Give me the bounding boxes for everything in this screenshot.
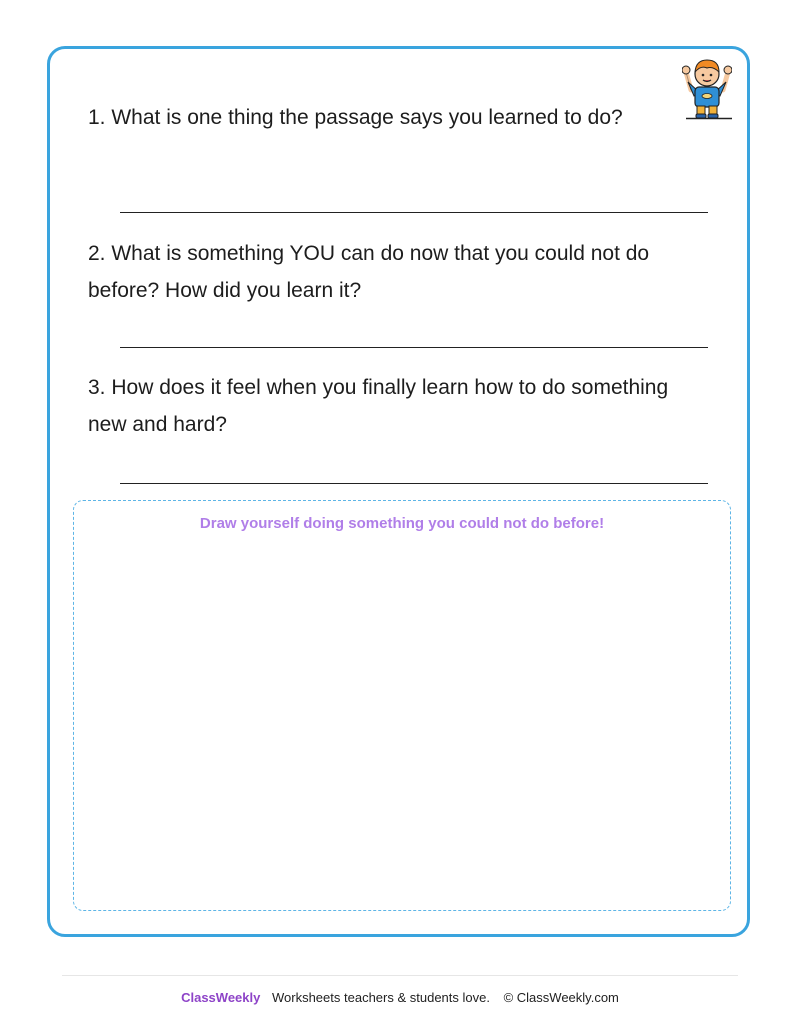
answer-line-3[interactable] — [120, 483, 708, 484]
footer — [0, 990, 800, 1005]
question-1: 1. What is one thing the passage says you learned to do? — [88, 106, 623, 129]
drawing-prompt: Draw yourself doing something you could not do before! — [199, 515, 605, 532]
drawing-area[interactable] — [73, 500, 731, 911]
answer-line-2[interactable] — [120, 347, 708, 348]
footer-brand: ClassWeekly — [181, 990, 261, 1005]
question-2: 2. What is something YOU can do now that you could not do before? How did you learn it? — [88, 242, 650, 302]
answer-line-1[interactable] — [120, 212, 708, 213]
footer-copyright: © ClassWeekly.com — [503, 990, 619, 1005]
footer-tagline: Worksheets teachers & students love. — [271, 990, 490, 1005]
footer-divider — [62, 975, 738, 976]
question-3: 3. How does it feel when you finally learn how to do something new and hard? — [88, 376, 669, 436]
